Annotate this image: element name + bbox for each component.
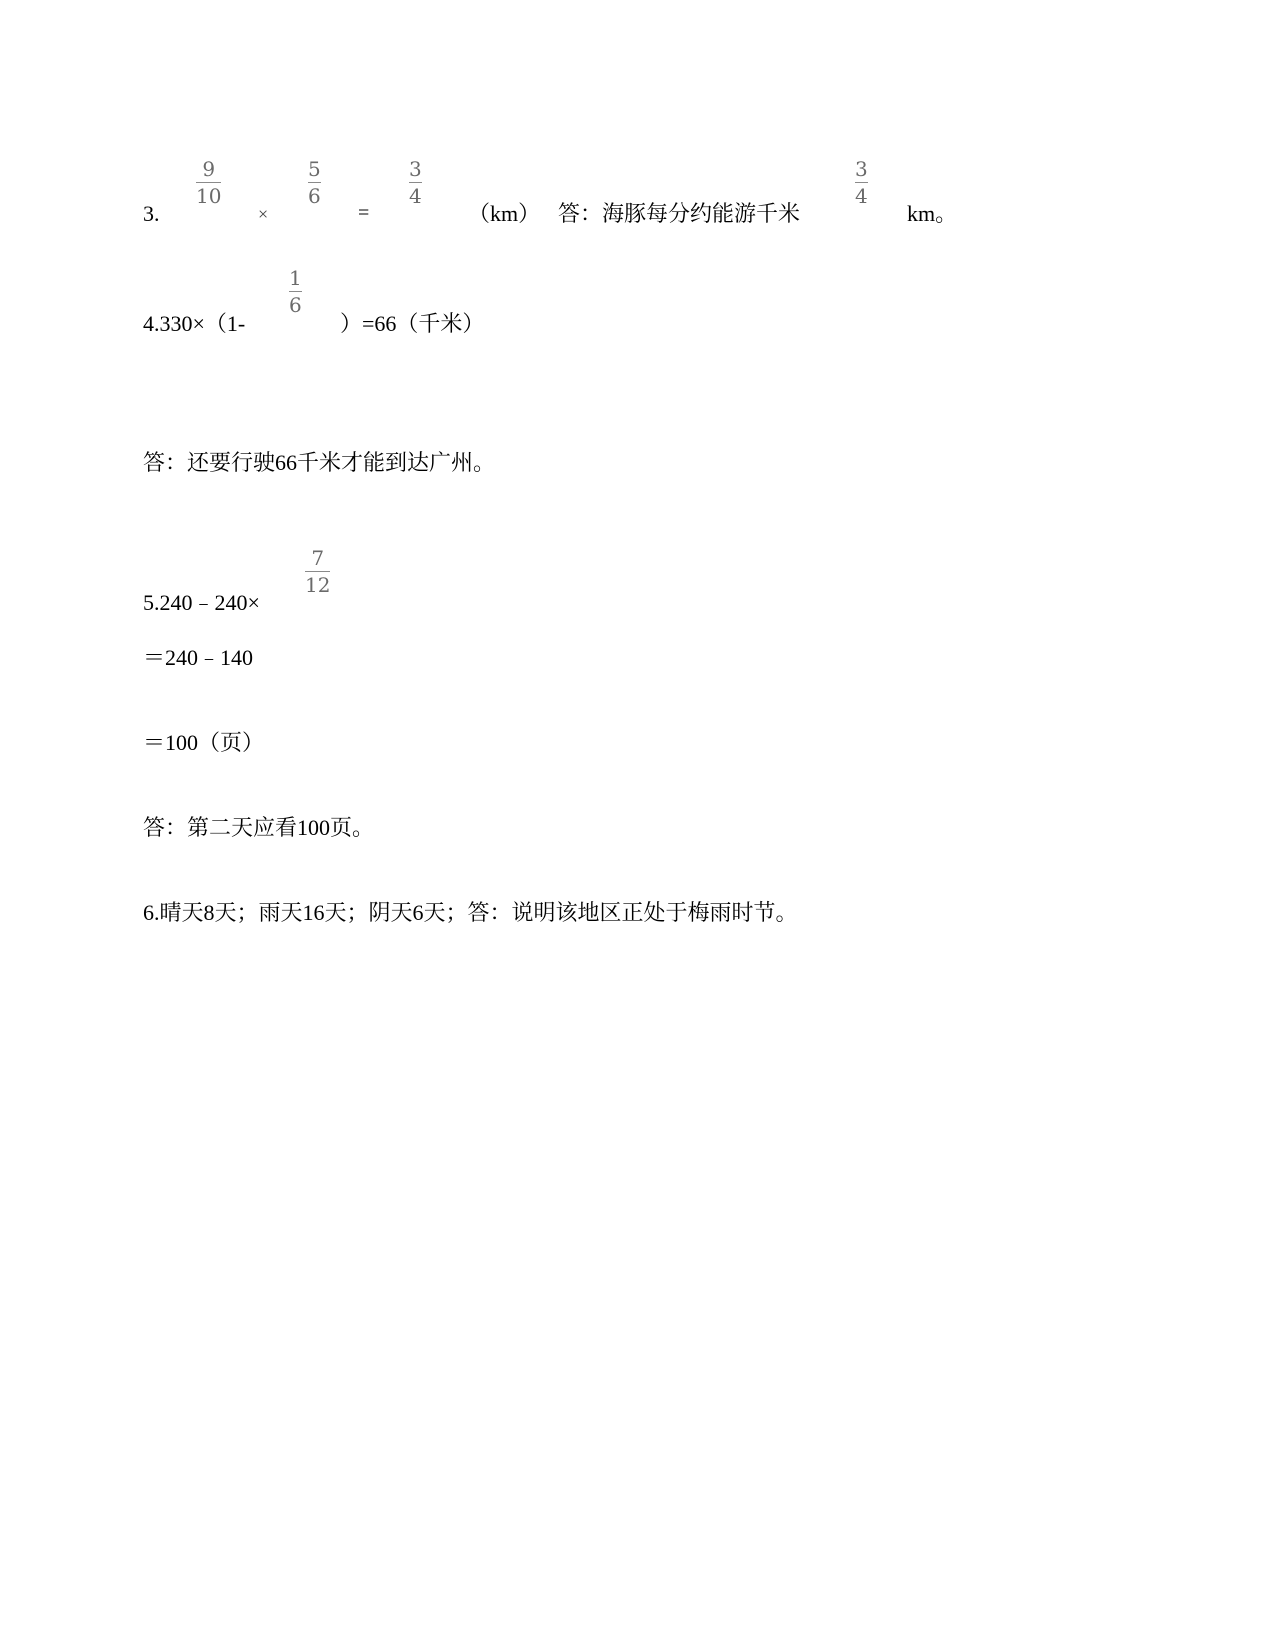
q4-expression-end: ）=66（千米） bbox=[340, 311, 485, 336]
fraction-numerator: 5 bbox=[308, 157, 321, 181]
q3-equals-sign: = bbox=[358, 202, 370, 224]
fraction-denominator: 6 bbox=[289, 293, 302, 317]
q3-label: 3. bbox=[143, 201, 160, 226]
q6-answer: 6.晴天8天；雨天16天；阴天6天；答：说明该地区正处于梅雨时节。 bbox=[143, 900, 798, 925]
q5-answer: 答：第二天应看100页。 bbox=[143, 815, 375, 840]
q5-step-3: ＝100（页） bbox=[143, 730, 265, 755]
q3-fraction-2 bbox=[308, 159, 321, 206]
q3-fraction-1 bbox=[196, 159, 221, 206]
fraction-numerator: 3 bbox=[409, 157, 422, 181]
fraction-denominator: 10 bbox=[196, 184, 222, 208]
q3-answer-unit: km。 bbox=[907, 201, 958, 226]
q5-expression: 5.240﹣240× bbox=[143, 590, 260, 615]
fraction-denominator: 4 bbox=[855, 184, 868, 208]
q4-expression-start: 4.330×（1- bbox=[143, 311, 246, 336]
q4-answer: 答：还要行驶66千米才能到达广州。 bbox=[143, 450, 496, 475]
fraction-numerator: 3 bbox=[855, 157, 868, 181]
q3-unit: （km） bbox=[468, 201, 541, 226]
q5-step-2: ＝240﹣140 bbox=[143, 645, 254, 670]
fraction-numerator: 7 bbox=[311, 546, 325, 570]
fraction-denominator: 4 bbox=[409, 184, 422, 208]
q3-fraction-4 bbox=[855, 159, 868, 206]
fraction-denominator: 6 bbox=[308, 184, 321, 208]
q3-answer-text: 答：海豚每分约能游千米 bbox=[558, 201, 801, 226]
q5-fraction bbox=[305, 548, 330, 595]
fraction-denominator: 12 bbox=[305, 573, 331, 597]
q3-times-sign: × bbox=[258, 204, 269, 224]
q3-fraction-3 bbox=[409, 159, 422, 206]
q4-fraction bbox=[289, 268, 302, 315]
fraction-numerator: 9 bbox=[202, 157, 216, 181]
fraction-numerator: 1 bbox=[289, 266, 302, 290]
